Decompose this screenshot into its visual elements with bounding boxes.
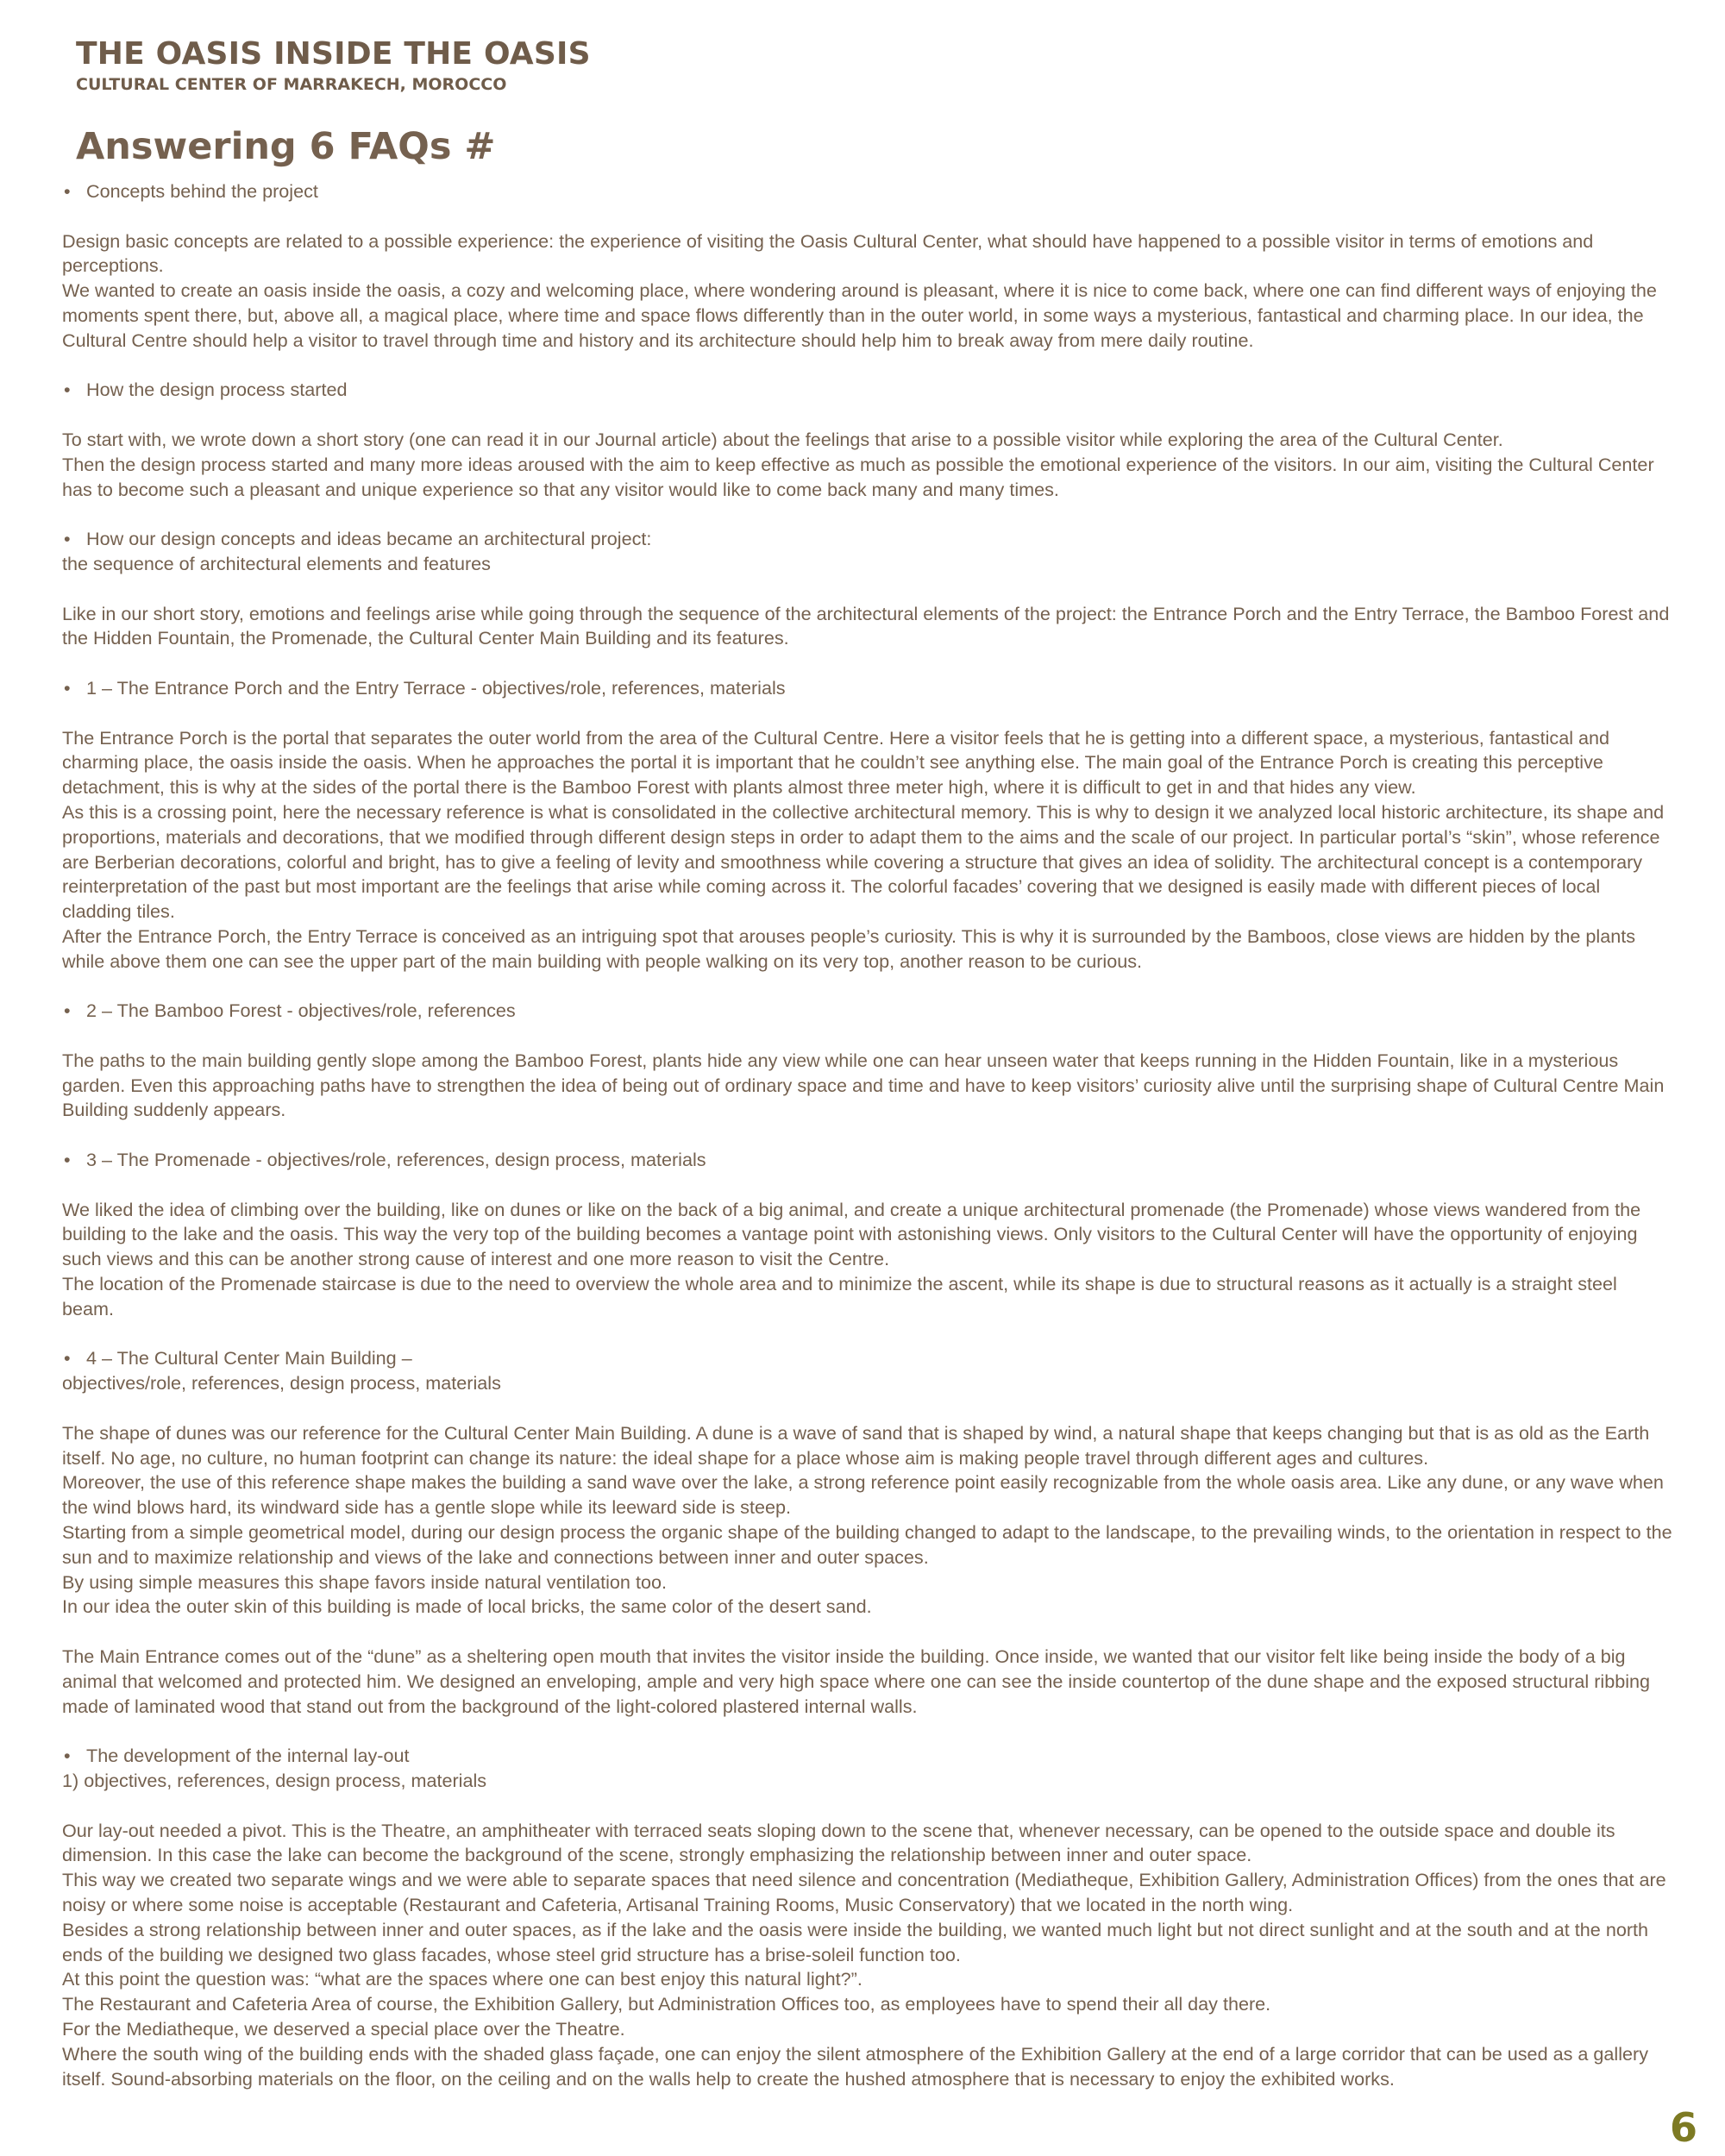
- bullet-text: How our design concepts and ideas became an architectural project: the sequence of architectural elements and features: [62, 528, 652, 574]
- section-heading: Answering 6 FAQs #: [76, 125, 496, 168]
- bullet-heading: [62, 1744, 1673, 1794]
- paragraph: To start with, we wrote down a short story (one can read it in our Journal article) about the feelings that arise to a possible visitor while exploring the area of the Cultural Center. Then the design process started and many more ideas aroused with the aim to keep effective as much as possible the emotional experience of the visitors. In our aim, visiting the Cultural Center has to become such a pleasant and unique experience so that any visitor would like to come back many and many times.: [62, 428, 1654, 500]
- body-text: [62, 179, 1673, 2116]
- bullet-icon: •: [64, 1000, 71, 1022]
- bullet-icon: •: [64, 379, 71, 401]
- bullet-text: Concepts behind the project: [86, 180, 318, 202]
- paragraph: Like in our short story, emotions and feelings arise while going through the sequence of the architectural elements of the project: the Entrance Porch and the Entry Terrace, the Bamboo Forest and the Hidden Fountain, the Promenade, the Cultural Center Main Building and its features.: [62, 602, 1670, 649]
- bullet-icon: •: [64, 1347, 71, 1369]
- bullet-icon: •: [64, 1745, 71, 1767]
- page-number: 6: [1669, 2104, 1697, 2151]
- paragraph: We liked the idea of climbing over the building, like on dunes or like on the back of a big animal, and create a unique architectural promenade (the Promenade) whose views wandered from the building to the lake and the oasis. This way the very top of the building becomes a vantage point with astonishing views. Only visitors to the Cultural Center will have the opportunity of enjoying such views and this can be another strong cause of interest and one more reason to visit the Centre. The location of the Promenade staircase is due to the need to overview the whole area and to minimize the ascent, while its shape is due to structural reasons as it actually is a straight steel beam.: [62, 1198, 1641, 1319]
- bullet-icon: •: [64, 180, 71, 202]
- main-title: THE OASIS INSIDE THE OASIS: [76, 36, 591, 72]
- bullet-heading: [62, 378, 1673, 403]
- paragraph: The shape of dunes was our reference for the Cultural Center Main Building. A dune is a wave of sand that is shaped by wind, a natural shape that keeps changing but that is as old as the Earth itself. No age, no culture, no human footprint can change its nature: the ideal shape for a place whose aim is making people travel through different ages and cultures. Moreover, the use of this reference shape makes the building a sand wave over the lake, a strong reference point easily recognizable from the whole oasis area. Like any dune, or any wave when the wind blows hard, its windward side has a gentle slope while its leeward side is steep. Starting from a simple geometrical model, during our design process the organic shape of the building changed to adapt to the landscape, to the prevailing winds, to the orientation in respect to the sun and to maximize relationship and views of the lake and connections between inner and outer spaces. By using simple measures this shape favors inside natural ventilation too. In our idea the outer skin of this building is made of local bricks, the same color of the desert sand.: [62, 1421, 1672, 1618]
- bullet-text: 4 – The Cultural Center Main Building – objectives/role, references, design process, materials: [62, 1347, 501, 1395]
- bullet-heading: [62, 1148, 1673, 1173]
- document-header: [76, 34, 591, 95]
- bullet-text: How the design process started: [86, 379, 348, 401]
- bullet-text: 1 – The Entrance Porch and the Entry Terrace - objectives/role, references, materials: [86, 676, 786, 699]
- bullet-heading: [62, 999, 1673, 1024]
- bullet-text: 3 – The Promenade - objectives/role, references, design process, materials: [86, 1149, 706, 1171]
- paragraph: Design basic concepts are related to a possible experience: the experience of visiting the Oasis Cultural Center, what should have happened to a possible visitor in terms of emotions and perceptions. We wanted to create an oasis inside the oasis, a cozy and welcoming place, where wondering around is pleasant, where it is nice to come back, where one can find different ways of enjoying the moments spent there, but, above all, a magical place, where time and space flows differently than in the outer world, in some ways a mysterious, fantastical and charming place. In our idea, the Cultural Centre should help a visitor to travel through time and history and its architecture should help him to break away from mere daily routine.: [62, 229, 1657, 351]
- paragraph: Our lay-out needed a pivot. This is the Theatre, an amphitheater with terraced seats sloping down to the scene that, whenever necessary, can be opened to the outside space and double its dimension. In this case the lake can become the background of the scene, strongly emphasizing the relationship between inner and outer space. This way we created two separate wings and we were able to separate spaces that need silence and concentration (Mediatheque, Exhibition Gallery, Administration Offices) from the ones that are noisy or where some noise is acceptable (Restaurant and Cafeteria, Artisanal Training Rooms, Music Conservatory) that we located in the north wing. Besides a strong relationship between inner and outer spaces, as if the lake and the oasis were inside the building, we wanted much light but not direct sunlight and at the south and at the north ends of the building we designed two glass facades, whose steel grid structure has a brise-soleil function too. At this point the question was: “what are the spaces where one can best enjoy this natural light?”. The Restaurant and Cafeteria Area of course, the Exhibition Gallery, but Administration Offices too, as employees have to spend their all day there. For the Mediatheque, we deserved a special place over the Theatre. Where the south wing of the building ends with the shaded glass façade, one can enjoy the silent atmosphere of the Exhibition Gallery at the end of a large corridor that can be used as a gallery itself. Sound-absorbing materials on the floor, on the ceiling and on the walls help to create the hushed atmosphere that is necessary to enjoy the exhibited works.: [62, 1819, 1666, 2090]
- bullet-heading: [62, 676, 1673, 701]
- paragraph: The Main Entrance comes out of the “dune” as a sheltering open mouth that invites the visitor inside the building. Once inside, we wanted that our visitor felt like being inside the body of a big animal that welcomed and protected him. We designed an enveloping, ample and very high space where one can see the inside countertop of the dune shape and the exposed structural ribbing made of laminated wood that stand out from the background of the light-colored plastered internal walls.: [62, 1645, 1651, 1717]
- bullet-icon: •: [64, 676, 71, 699]
- bullet-icon: •: [64, 528, 71, 550]
- bullet-heading: [62, 527, 1673, 577]
- bullet-heading: [62, 1346, 1673, 1396]
- bullet-text: 2 – The Bamboo Forest - objectives/role, references: [86, 1000, 516, 1022]
- paragraph: The paths to the main building gently slope among the Bamboo Forest, plants hide any view while one can hear unseen water that keeps running in the Hidden Fountain, like in a mysterious garden. Even this approaching paths have to strengthen the idea of being out of ordinary space and time and have to keep visitors’ curiosity alive until the surprising shape of Cultural Centre Main Building suddenly appears.: [62, 1049, 1665, 1121]
- bullet-heading: [62, 179, 1673, 204]
- bullet-icon: •: [64, 1149, 71, 1171]
- subtitle: CULTURAL CENTER OF MARRAKECH, MOROCCO: [76, 75, 507, 94]
- paragraph: The Entrance Porch is the portal that separates the outer world from the area of the Cultural Centre. Here a visitor feels that he is getting into a different space, a mysterious, fantastical and charming place, the oasis inside the oasis. When he approaches the portal it is important that he couldn’t see anything else. The main goal of the Entrance Porch is creating this perceptive detachment, this is why at the sides of the portal there is the Bamboo Forest with plants almost three meter high, where it is difficult to get in and that hides any view. As this is a crossing point, here the necessary reference is what is consolidated in the collective architectural memory. This is why to design it we analyzed local historic architecture, its shape and proportions, materials and decorations, that we modified through different design steps in order to adapt them to the aims and the scale of our project. In particular portal’s “skin”, whose reference are Berberian decorations, colorful and bright, has to give a feeling of levity and smoothness while covering a structure that gives an idea of solidity. The architectural concept is a contemporary reinterpretation of the past but most important are the feelings that arise while coming across it. The colorful facades’ covering that we designed is easily made with different pieces of local cladding tiles. After the Entrance Porch, the Entry Terrace is conceived as an intriguing spot that arouses people’s curiosity. This is why it is surrounded by the Bamboos, close views are hidden by the plants while above them one can see the upper part of the main building with people walking on its very top, another reason to be curious.: [62, 726, 1665, 972]
- bullet-text: The development of the internal lay-out 1) objectives, references, design process, materials: [62, 1745, 487, 1791]
